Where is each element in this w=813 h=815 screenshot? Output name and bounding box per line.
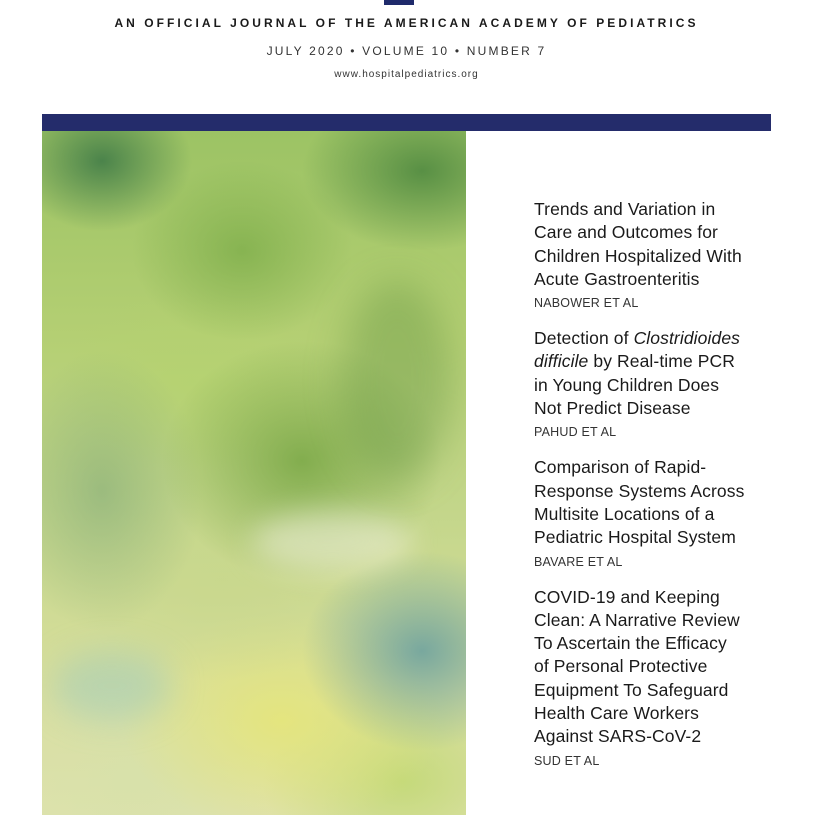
article-authors: SUD ET AL (534, 753, 600, 768)
paint-wash (342, 281, 452, 481)
article-authors: NABOWER ET AL (534, 296, 639, 311)
paint-wash (252, 511, 412, 571)
article-authors: PAHUD ET AL (534, 425, 617, 440)
header-band (42, 114, 771, 131)
article-entry[interactable] (534, 456, 796, 569)
organization-line: AN OFFICIAL JOURNAL OF THE AMERICAN ACADEMY OF PEDIATRICS (114, 16, 699, 30)
cover-watercolor-image (42, 131, 466, 815)
journal-url[interactable]: www.hospitalpediatrics.org (334, 69, 479, 80)
article-entry[interactable] (534, 198, 796, 311)
article-title: COVID-19 and Keeping Clean: A Narrative Review To Ascertain the Efficacy of Personal Protective Equipment To Safeguard Health Care Workers Against SARS-CoV-2 (534, 586, 740, 747)
issue-line: JULY 2020 • VOLUME 10 • NUMBER 7 (266, 44, 547, 58)
article-title: Detection of Clostridioides difficile by Real-time PCR in Young Children Does Not Predict Disease (534, 328, 741, 419)
article-entry[interactable] (534, 586, 796, 769)
featured-articles (534, 198, 796, 785)
paint-wash (52, 651, 172, 721)
article-entry[interactable] (534, 327, 796, 440)
article-title: Comparison of Rapid- Response Systems Across Multisite Locations of a Pediatric Hospital System (534, 457, 745, 548)
article-authors: BAVARE ET AL (534, 554, 623, 569)
journal-logo-fragment (384, 0, 414, 5)
article-title: Trends and Variation in Care and Outcomes for Children Hospitalized With Acute Gastroenteritis (534, 199, 742, 289)
